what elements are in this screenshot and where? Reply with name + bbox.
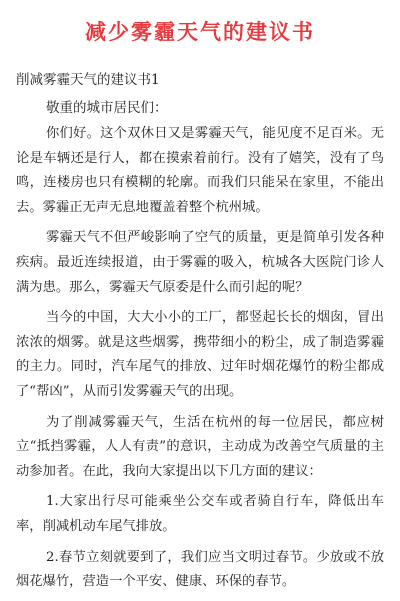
paragraph: 你们好。这个双休日又是雾霾天气，能见度不足百米。无论是车辆还是行人，都在摸索着前行。没有了嬉笑，没有了鸟鸣，连楼房也只有模糊的轮廓。而我们只能呆在家里，不能出去。雾霾正无声无息地覆盖着整个杭州城。 [16, 126, 384, 215]
document-subtitle: 削减雾霾天气的建议书1 [16, 72, 160, 88]
salutation: 敬重的城市居民们： [46, 100, 168, 116]
paragraph: 1.大家出行尽可能乘坐公交车或者骑自行车，降低出车率，削减机动车尾气排放。 [16, 494, 384, 534]
paragraph: 2.春节立刻就要到了，我们应当文明过春节。少放或不放烟花爆竹，营造一个平安、健康、环保的春节。 [16, 549, 384, 590]
document-title: 减少雾霾天气的建议书 [85, 20, 315, 44]
paragraph: 当今的中国，大大小小的工厂，都竖起长长的烟囱，冒出浓浓的烟雾。就是这些烟雾，携带细小的粉尘，成了制造雾霾的主力。同时，汽车尾气的排放、过年时烟花爆竹的粉尘都成了“帮凶”，从而引发雾霾天气的出现。 [16, 310, 384, 399]
paragraph: 为了削减雾霾天气，生活在杭州的每一位居民，都应树立“抵挡雾霾，人人有责”的意识，主动成为改善空气质量的主动参加者。在此，我向大家提出以下几方面的建议： [16, 414, 384, 479]
body-text [16, 122, 384, 601]
paragraph: 雾霾天气不但严峻影响了空气的质量，更是简单引发各种疾病。最近连续报道，由于雾霾的吸入，杭城各大医院门诊人满为患。那么，雾霾天气原委是什么而引起的呢？ [16, 230, 384, 295]
